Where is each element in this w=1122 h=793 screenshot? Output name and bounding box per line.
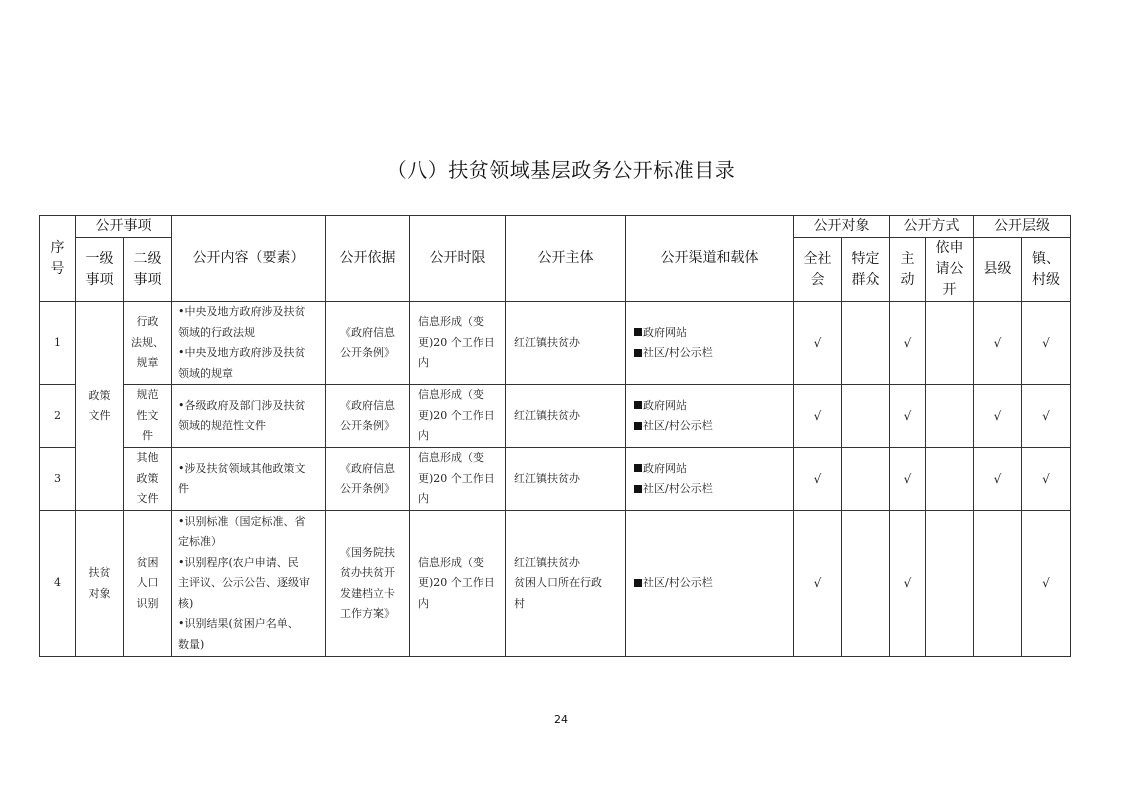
cell-content: •各级政府及部门涉及扶贫 领域的规范性文件 xyxy=(172,385,326,448)
cell-seq: 4 xyxy=(40,511,76,657)
cell-target-specific xyxy=(842,385,890,448)
cell-channel: 政府网站 社区/村公示栏 xyxy=(626,385,794,448)
cell-subject: 红江镇扶贫办 xyxy=(506,302,626,385)
cell-method-request xyxy=(926,385,974,448)
disclosure-catalog-table xyxy=(39,215,1071,657)
cell-level-county: √ xyxy=(974,448,1022,511)
cell-target-all: √ xyxy=(794,511,842,657)
header-method-active: 主 动 xyxy=(890,238,926,302)
cell-subject: 红江镇扶贫办 贫困人口所在行政 村 xyxy=(506,511,626,657)
header-gongkai-shixiang: 公开事项 xyxy=(76,216,172,238)
cell-method-request xyxy=(926,511,974,657)
cell-channel: 政府网站 社区/村公示栏 xyxy=(626,448,794,511)
table-row xyxy=(40,385,1071,448)
cell-subject: 红江镇扶贫办 xyxy=(506,385,626,448)
cell-basis: 《政府信息 公开条例》 xyxy=(326,302,410,385)
header-method-request: 依申 请公 开 xyxy=(926,238,974,302)
square-bullet-icon xyxy=(634,349,642,357)
cell-time-limit: 信息形成（变 更)20 个工作日 内 xyxy=(410,302,506,385)
table-row xyxy=(40,448,1071,511)
cell-target-specific xyxy=(842,448,890,511)
header-seq: 序 号 xyxy=(40,216,76,302)
cell-target-all: √ xyxy=(794,302,842,385)
header-time-limit: 公开时限 xyxy=(410,216,506,302)
cell-time-limit: 信息形成（变 更)20 个工作日 内 xyxy=(410,448,506,511)
cell-content: •中央及地方政府涉及扶贫 领域的行政法规 •中央及地方政府涉及扶贫 领域的规章 xyxy=(172,302,326,385)
header-basis: 公开依据 xyxy=(326,216,410,302)
page-number: 24 xyxy=(554,713,568,726)
header-row-1 xyxy=(40,216,1071,238)
cell-content: •涉及扶贫领域其他政策文 件 xyxy=(172,448,326,511)
table-row xyxy=(40,511,1071,657)
cell-method-request xyxy=(926,302,974,385)
cell-level-town: √ xyxy=(1022,385,1071,448)
header-level-county: 县级 xyxy=(974,238,1022,302)
cell-method-active: √ xyxy=(890,302,926,385)
square-bullet-icon xyxy=(634,422,642,430)
header-content: 公开内容（要素） xyxy=(172,216,326,302)
header-level: 公开层级 xyxy=(974,216,1071,238)
header-method: 公开方式 xyxy=(890,216,974,238)
cell-level-town: √ xyxy=(1022,511,1071,657)
cell-level1-policy: 政策 文件 xyxy=(76,302,124,511)
cell-method-active: √ xyxy=(890,448,926,511)
header-target: 公开对象 xyxy=(794,216,890,238)
cell-level2: 规范 性文 件 xyxy=(124,385,172,448)
header-level1: 一级 事项 xyxy=(76,238,124,302)
cell-target-all: √ xyxy=(794,385,842,448)
cell-time-limit: 信息形成（变 更)20 个工作日 内 xyxy=(410,511,506,657)
table-row xyxy=(40,302,1071,385)
cell-level-town: √ xyxy=(1022,302,1071,385)
cell-level2: 行政 法规、 规章 xyxy=(124,302,172,385)
cell-method-request xyxy=(926,448,974,511)
cell-level2: 其他 政策 文件 xyxy=(124,448,172,511)
cell-level1-poverty: 扶贫 对象 xyxy=(76,511,124,657)
cell-target-specific xyxy=(842,302,890,385)
cell-content: •识别标准（国定标准、省 定标准） •识别程序(农户申请、民 主评议、公示公告、逐级审 核) •识别结果(贫困户名单、 数量) xyxy=(172,511,326,657)
cell-basis: 《政府信息 公开条例》 xyxy=(326,448,410,511)
page-title: （八）扶贫领域基层政务公开标准目录 xyxy=(386,158,736,182)
cell-time-limit: 信息形成（变 更)20 个工作日 内 xyxy=(410,385,506,448)
cell-level-town: √ xyxy=(1022,448,1071,511)
cell-method-active: √ xyxy=(890,511,926,657)
cell-level-county: √ xyxy=(974,302,1022,385)
header-target-specific: 特定 群众 xyxy=(842,238,890,302)
cell-seq: 1 xyxy=(40,302,76,385)
cell-target-specific xyxy=(842,511,890,657)
cell-channel: 政府网站 社区/村公示栏 xyxy=(626,302,794,385)
cell-basis: 《国务院扶 贫办扶贫开 发建档立卡 工作方案》 xyxy=(326,511,410,657)
square-bullet-icon xyxy=(634,579,642,587)
cell-target-all: √ xyxy=(794,448,842,511)
header-channel: 公开渠道和载体 xyxy=(626,216,794,302)
cell-level-county xyxy=(974,511,1022,657)
square-bullet-icon xyxy=(634,328,642,336)
square-bullet-icon xyxy=(634,401,642,409)
cell-channel: 社区/村公示栏 xyxy=(626,511,794,657)
header-level-town: 镇、 村级 xyxy=(1022,238,1071,302)
square-bullet-icon xyxy=(634,485,642,493)
cell-basis: 《政府信息 公开条例》 xyxy=(326,385,410,448)
cell-method-active: √ xyxy=(890,385,926,448)
header-target-all: 全社 会 xyxy=(794,238,842,302)
cell-level2: 贫困 人口 识别 xyxy=(124,511,172,657)
header-level2: 二级 事项 xyxy=(124,238,172,302)
cell-seq: 2 xyxy=(40,385,76,448)
cell-subject: 红江镇扶贫办 xyxy=(506,448,626,511)
cell-level-county: √ xyxy=(974,385,1022,448)
square-bullet-icon xyxy=(634,464,642,472)
header-subject: 公开主体 xyxy=(506,216,626,302)
cell-seq: 3 xyxy=(40,448,76,511)
